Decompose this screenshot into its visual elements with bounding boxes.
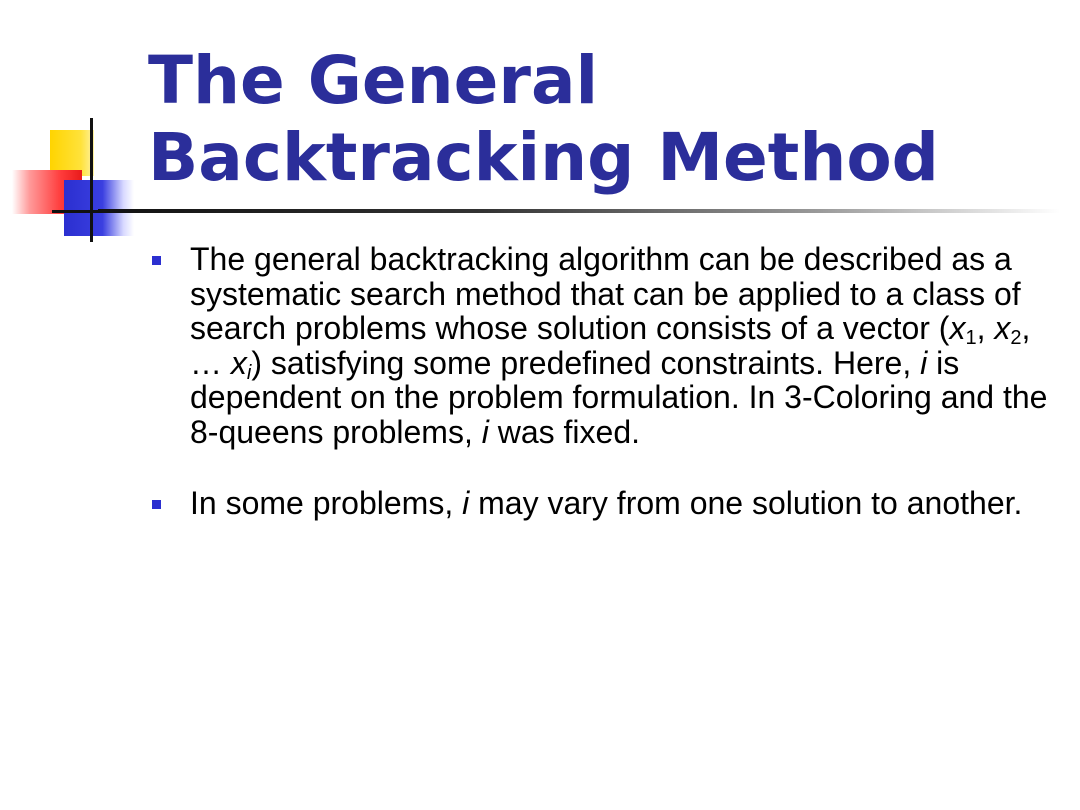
separator-2: , …: [190, 310, 1031, 381]
variable-x2: x: [994, 310, 1011, 346]
decorative-blue-square: [64, 180, 134, 236]
bullet-2-text-part-2: may vary from one solution to another.: [469, 485, 1023, 521]
bullet-square-icon: [152, 256, 161, 265]
separator-1: ,: [976, 310, 995, 346]
subscript-i: i: [246, 361, 252, 384]
title-underline: [98, 209, 1060, 213]
bullet-list: [150, 242, 1050, 521]
variable-xi: x: [230, 344, 247, 381]
variable-i: i: [481, 413, 489, 450]
bullet-2-text-part-1: In some problems,: [190, 485, 463, 521]
variable-x1: x: [949, 310, 966, 346]
bullet-square-icon: [152, 500, 161, 509]
variable-i: i: [920, 344, 928, 381]
bullet-item-1: [150, 242, 1050, 449]
bullet-1-text-part-4: was fixed.: [488, 413, 640, 450]
decorative-horizontal-tick: [52, 210, 98, 213]
bullet-item-2: [150, 486, 1050, 521]
subscript-1: 1: [965, 327, 977, 349]
decorative-vertical-line: [90, 118, 93, 242]
slide-title: The General Backtracking Method: [148, 42, 939, 196]
subscript-2: 2: [1010, 327, 1022, 349]
bullet-1-text-part-2: ) satisfying some predefined constraints. Here,: [251, 344, 921, 381]
variable-i: i: [462, 485, 470, 521]
bullet-1-text-part-3: is dependent on the problem formulation. In 3-Coloring and the 8-queens problems,: [190, 344, 1048, 450]
bullet-1-text-part-1: The general backtracking algorithm can be described as a systematic search method that can be applied to a class of search problems whose solution consists of a vector (: [190, 241, 1021, 346]
